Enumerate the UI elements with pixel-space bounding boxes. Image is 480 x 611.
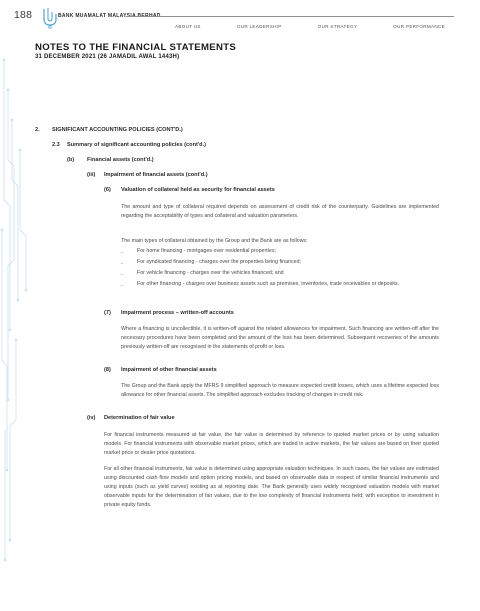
bank-logo-icon bbox=[41, 7, 59, 29]
paragraph-collateral-types-intro: The main types of collateral obtained by the Group and the Bank are as follows: bbox=[121, 238, 308, 244]
nav-about-us[interactable]: ABOUT US bbox=[175, 24, 201, 29]
page-subtitle: 31 DECEMBER 2021 (26 JAMADIL AWAL 1443H) bbox=[35, 54, 180, 60]
section-7-number: (7) bbox=[104, 310, 111, 316]
page-title: NOTES TO THE FINANCIAL STATEMENTS bbox=[35, 42, 237, 53]
section-7-heading: Impairment process – written-off accounts bbox=[121, 310, 234, 316]
paragraph-written-off: Where a financing is uncollectible, it is written-off against the related allowances for impairment. Such financing are written-off after the necessary procedures have been completed and the amount of the loss has been determined. Subsequent recoveries of the amounts previously written-off are recognised in the statements of profit or loss. bbox=[121, 326, 439, 351]
collateral-item-home: For home financing - mortgages over residential properties; bbox=[137, 248, 276, 254]
section-2-heading: SIGNIFICANT ACCOUNTING POLICIES (CONT'D.) bbox=[52, 127, 183, 133]
paragraph-fair-value-models: For all other financial instruments, fair value is determined using appropriate valuation techniques. In such cases, the fair values are estimated using discounted cash flow models and option pricing models, and based on observable data in respect of similar financial instruments and using inputs (such as yield curves) existing as at reporting date. The Bank generally uses widely recognised valuation models with market observable inputs for the determination of fair values, due to the low complexity of financial instruments held; with exception to investment in private equity funds. bbox=[104, 466, 439, 509]
header-nav bbox=[175, 24, 445, 29]
nav-our-strategy[interactable]: OUR STRATEGY bbox=[317, 24, 358, 29]
section-2-3-heading: Summary of significant accounting policies (cont'd.) bbox=[67, 142, 207, 148]
bullet-dash: - bbox=[121, 272, 123, 278]
section-iv-heading: Determination of fair value bbox=[104, 415, 175, 421]
header-divider bbox=[126, 16, 454, 17]
section-b-number: (b) bbox=[67, 157, 75, 163]
collateral-item-syndicated: For syndicated financing - charges over the properties being financed; bbox=[137, 259, 302, 265]
section-8-number: (8) bbox=[104, 367, 111, 373]
section-8-heading: Impairment of other financial assets bbox=[121, 367, 217, 373]
paragraph-other-financial-assets: The Group and the Bank apply the MFRS 9 simplified approach to measure expected credit losses, which uses a lifetime expected loss allowance for other financial assets. The simplified approach excludes tracking of changes in credit risk. bbox=[121, 383, 439, 399]
collateral-item-vehicle: For vehicle financing - charges over the vehicles financed; and bbox=[137, 270, 284, 276]
bullet-dash: - bbox=[121, 261, 123, 267]
section-2-3-number: 2.3 bbox=[52, 142, 60, 148]
section-b-heading: Financial assets (cont'd.) bbox=[87, 157, 154, 163]
collateral-item-other: For other financing - charges over business assets such as premises, inventories, trade receivables or deposits. bbox=[137, 281, 400, 287]
section-6-number: (6) bbox=[104, 187, 111, 193]
company-name: BANK MUAMALAT MALAYSIA BERHAD bbox=[58, 13, 161, 19]
section-6-heading: Valuation of collateral held as security for financial assets bbox=[121, 187, 275, 193]
page-number: 188 bbox=[14, 9, 33, 21]
paragraph-fair-value-quoted: For financial instruments measured at fair value, the fair value is determined by reference to quoted market prices or by using valuation models. For financial instruments with observable market prices, which are traded in active markets, the fair values are based on their quoted market price or dealer price quotations. bbox=[104, 432, 439, 457]
page-header bbox=[14, 9, 466, 39]
nav-our-performance[interactable]: OUR PERFORMANCE bbox=[393, 24, 445, 29]
nav-our-leadership[interactable]: OUR LEADERSHIP bbox=[236, 24, 282, 29]
bullet-dash: - bbox=[121, 283, 123, 289]
circuit-decoration bbox=[0, 0, 44, 611]
section-2-number: 2. bbox=[35, 127, 40, 133]
paragraph-collateral-requirements: The amount and type of collateral required depends on assessment of credit risk of the counterparty. Guidelines are implemented regarding the acceptability of types and collateral and valuation parameters. bbox=[121, 204, 439, 220]
section-iii-heading: Impairment of financial assets (cont'd.) bbox=[104, 172, 208, 178]
section-iv-number: (iv) bbox=[87, 415, 96, 421]
bullet-dash: - bbox=[121, 250, 123, 256]
section-iii-number: (iii) bbox=[87, 172, 96, 178]
